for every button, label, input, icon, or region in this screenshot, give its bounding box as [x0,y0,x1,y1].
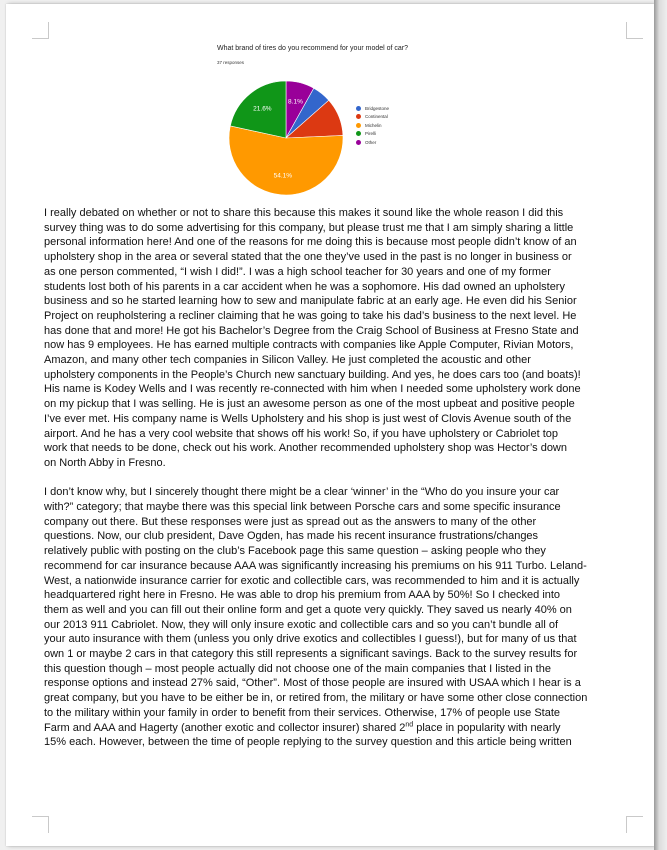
text-line: airport. And he has a very cool website that shows off his work! So, if you have upholstery or Cabriolet top [44,427,559,440]
legend-item-other [356,138,389,147]
chart-legend [356,104,389,147]
paragraph-insurance [44,485,626,750]
text-line: Farm and AAA and Hagerty (another exotic and collector insurer) shared 2nd place in popularity with nearly [44,720,561,734]
chart-title: What brand of tires do you recommend for your model of car? [217,45,409,52]
pie-label-pirelli: 21.6% [253,105,272,113]
page-edge-shadow [654,0,667,850]
legend-item-michelin [356,121,389,130]
legend-item-continental [356,113,389,122]
text-line: 15% each. However, between the time of people replying to the survey question and this article being written [44,736,572,749]
text-line: recommend for car insurance because AAA was significantly increasing his premiums on his 911 Turbo. Leland- [44,559,587,572]
legend-swatch [356,140,361,145]
text-line: response options and instead 27% said, “Other”. Most of those people are insured with USAA which I hear is a [44,677,581,690]
text-line: great company, but you have to be either be in, or retired from, the military or have some other close connection [44,692,588,705]
text-line: company out there. But these responses were just as spread out as the answers to many of the other [44,515,537,528]
text-line: headquartered right here in Fresno. He was able to drop his premium from AAA by 50%! So I checked into [44,589,561,602]
text-line: personal information here! And one of the reasons for me doing this is because most people didn’t know of an [44,236,577,249]
text-line: on North Abby in Fresno. [44,456,166,469]
text-line: own 1 or maybe 2 cars in that category this still represents a significant savings. Back to the survey results for [44,648,578,661]
text-line: to the military within your family in order to benefit from their services. Otherwise, 17% of people use State [44,706,561,719]
text-line: I really debated on whether or not to share this because this makes it sound like the whole reason I did this [44,207,564,219]
text-line: this question though – most people actually did not choose one of the main companies that I listed in the [44,662,551,675]
text-line: relatively public with posting on the club’s Facebook page this same question – asking people who they [44,545,546,558]
text-line: questions. Now, our club president, Dave Ogden, has made his recent insurance frustrations/changes [44,530,539,543]
text-line-continuation: place in popularity with nearly [413,721,561,734]
crop-mark-bottom-right [626,816,643,833]
legend-swatch [356,106,361,111]
legend-swatch [356,131,361,136]
text-line: on my pickup that I was selling. He is just an awesome person as one of the most upbeat and positive people [44,398,575,411]
legend-label: Michelin [365,122,382,128]
text-line: I’ve ever met. His company name is Wells Upholstery and his shop is just west of Clovis Avenue south of the [44,412,572,425]
legend-swatch [356,114,361,119]
text-line: students lost both of his parents in a car accident when he was a sophomore. His dad owned an upholstery [44,280,565,293]
pie-chart [228,80,344,196]
text-line: has done that and more! He got his Bachelor’s Degree from the Craig School of Business at Fresno State and [44,324,579,337]
text-line: now has 9 employees. He has earned multiple contracts with companies like Apple Computer, Rivian Motors, [44,339,574,352]
crop-mark-top-left [32,22,49,39]
legend-label: Other [365,139,377,145]
text-line: I don’t know why, but I sincerely thought there might be a clear ‘winner’ in the “Who do you insure your car [44,486,560,499]
text-line: them as well and you can fill out their online form and get a quote very quickly. They saved us nearly 40% on [44,603,572,616]
text-line: His name is Kodey Wells and I was recently re-connected with him when I needed some upholstery work done [44,383,581,396]
text-line: with?” category; that maybe there was this special link between Porsche cars and some specific insurance [44,501,561,514]
text-line: upholstery shop in the area or several stated that the one they’ve used in the past is no longer in business or [44,251,572,264]
text-line: as one person commented, “I wish I did!”. I was a high school teacher for 30 years and one of my former [44,265,551,278]
text-line: your auto insurance with them (unless you only drive exotics and collectibles I guess!), but for many of us that [44,633,577,646]
text-line: survey thing was to do some advertising for this company, but please trust me that I am simply sharing a little [44,221,574,234]
pie-label-other: 8.1% [288,98,303,106]
text-line: West, a nationwide insurance carrier for exotic and collectible cars, was recommended to him and it is actually [44,574,580,587]
paragraph-upholstery [44,206,626,471]
text-line: Amazon, and many other tech companies in Silicon Valley. He just completed the acoustic and other [44,354,531,367]
paragraph-spacer [44,471,626,486]
legend-item-pirelli [356,130,389,139]
chart-response-count: 37 responses [217,60,245,65]
legend-item-bridgestone [356,104,389,113]
text-line: work that needs to be done, check out his work. Another recommended upholstery shop was Hector’s down [44,442,567,455]
crop-mark-top-right [626,22,643,39]
legend-swatch [356,123,361,128]
text-line: business and so he started learning how to sew and manipulate fabric at an early age. He even did his Senior [44,295,577,308]
text-line: our 2013 911 Cabriolet. Now, they will only insure exotic and collectible cars and so you can’t bundle all of [44,618,559,631]
ordinal-suffix: nd [405,720,414,728]
legend-label: Bridgestone [365,105,390,111]
legend-label: Continental [365,114,388,120]
text-line: Project on reupholstering a recliner claiming that he was going to take his dad’s business to the next level. He [44,309,577,322]
article-body [44,206,626,750]
crop-mark-bottom-left [32,816,49,833]
legend-label: Pirelli [365,131,377,137]
pie-label-michelin: 54.1% [273,172,293,180]
text-line: upholstery components in the People’s Church new sanctuary building. And yes, he does cars too (and boats)! [44,368,581,381]
